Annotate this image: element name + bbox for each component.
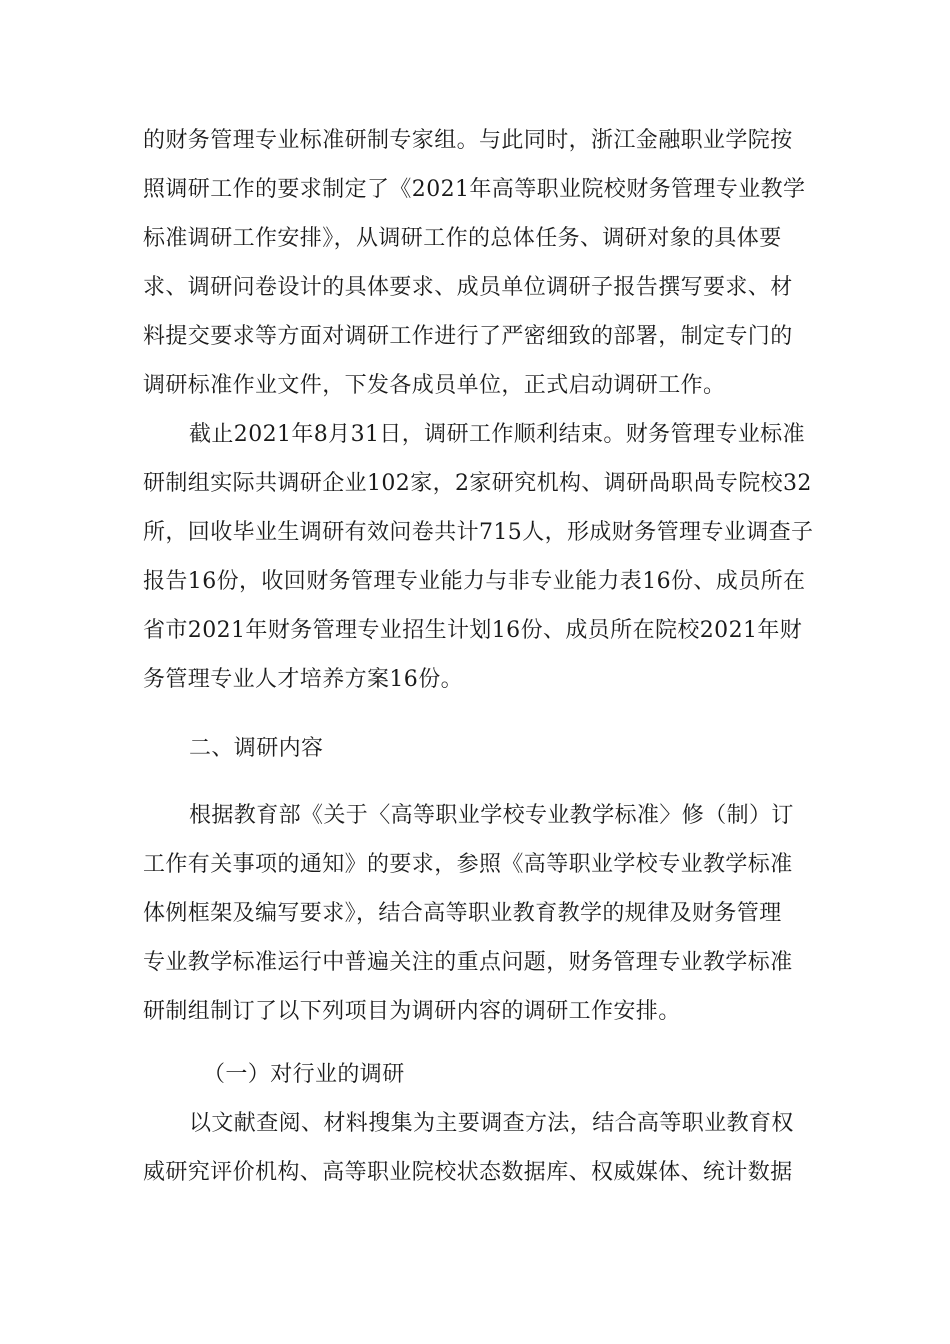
paragraph-4	[143, 1099, 813, 1197]
paragraph-line: 以文献查阅、材料搜集为主要调查方法，结合高等职业教育权	[189, 1111, 794, 1136]
paragraph-line: 专业教学标准运行中普遍关注的重点问题，财务管理专业教学标准	[143, 950, 793, 975]
paragraph-2	[143, 410, 813, 704]
paragraph-line: 务管理专业人才培养方案16份。	[143, 667, 463, 692]
paragraph-line: 的财务管理专业标准研制专家组。与此同时，浙江金融职业学院按	[143, 128, 793, 153]
paragraph-line: 省市2021年财务管理专业招生计划16份、成员所在院校2021年财	[143, 618, 803, 643]
paragraph-line: 料提交要求等方面对调研工作进行了严密细致的部署，制定专门的	[143, 324, 793, 349]
paragraph-line: 所，回收毕业生调研有效问卷共计715人，形成财务管理专业调查子	[143, 520, 814, 545]
paragraph-line: 研制组实际共调研企业102家，2家研究机构、调研咼职咼专院校32	[143, 471, 812, 496]
section-heading: 二、调研内容	[189, 736, 324, 761]
paragraph-line: 截止2021年8月31日，调研工作顺利结束。财务管理专业标准	[189, 422, 805, 447]
paragraph-line: 标准调研工作安排》，从调研工作的总体任务、调研对象的具体要	[143, 226, 782, 251]
paragraph-line: 报告16份，收回财务管理专业能力与非专业能力表16份、成员所在	[143, 569, 806, 594]
paragraph-line: 根据教育部《关于〈高等职业学校专业教学标准〉修（制）订	[189, 803, 794, 828]
paragraph-line: 照调研工作的要求制定了《2021年高等职业院校财务管理专业教学	[143, 177, 806, 202]
paragraph-line: 威研究评价机构、高等职业院校状态数据库、权威媒体、统计数据	[143, 1160, 793, 1185]
paragraph-line: 体例框架及编写要求》，结合高等职业教育教学的规律及财务管理	[143, 901, 782, 926]
subsection-heading: （一）对行业的调研	[203, 1062, 405, 1087]
paragraph-line: 调研标准作业文件，下发各成员单位，正式启动调研工作。	[143, 373, 726, 398]
paragraph-line: 工作有关事项的通知》的要求，参照《高等职业学校专业教学标准	[143, 852, 793, 877]
paragraph-line: 研制组制订了以下列项目为调研内容的调研工作安排。	[143, 999, 681, 1024]
paragraph-line: 求、调研问卷设计的具体要求、成员单位调研子报告撰写要求、材	[143, 275, 793, 300]
document-body	[143, 116, 813, 1197]
paragraph-1	[143, 116, 813, 410]
paragraph-3	[143, 791, 813, 1036]
